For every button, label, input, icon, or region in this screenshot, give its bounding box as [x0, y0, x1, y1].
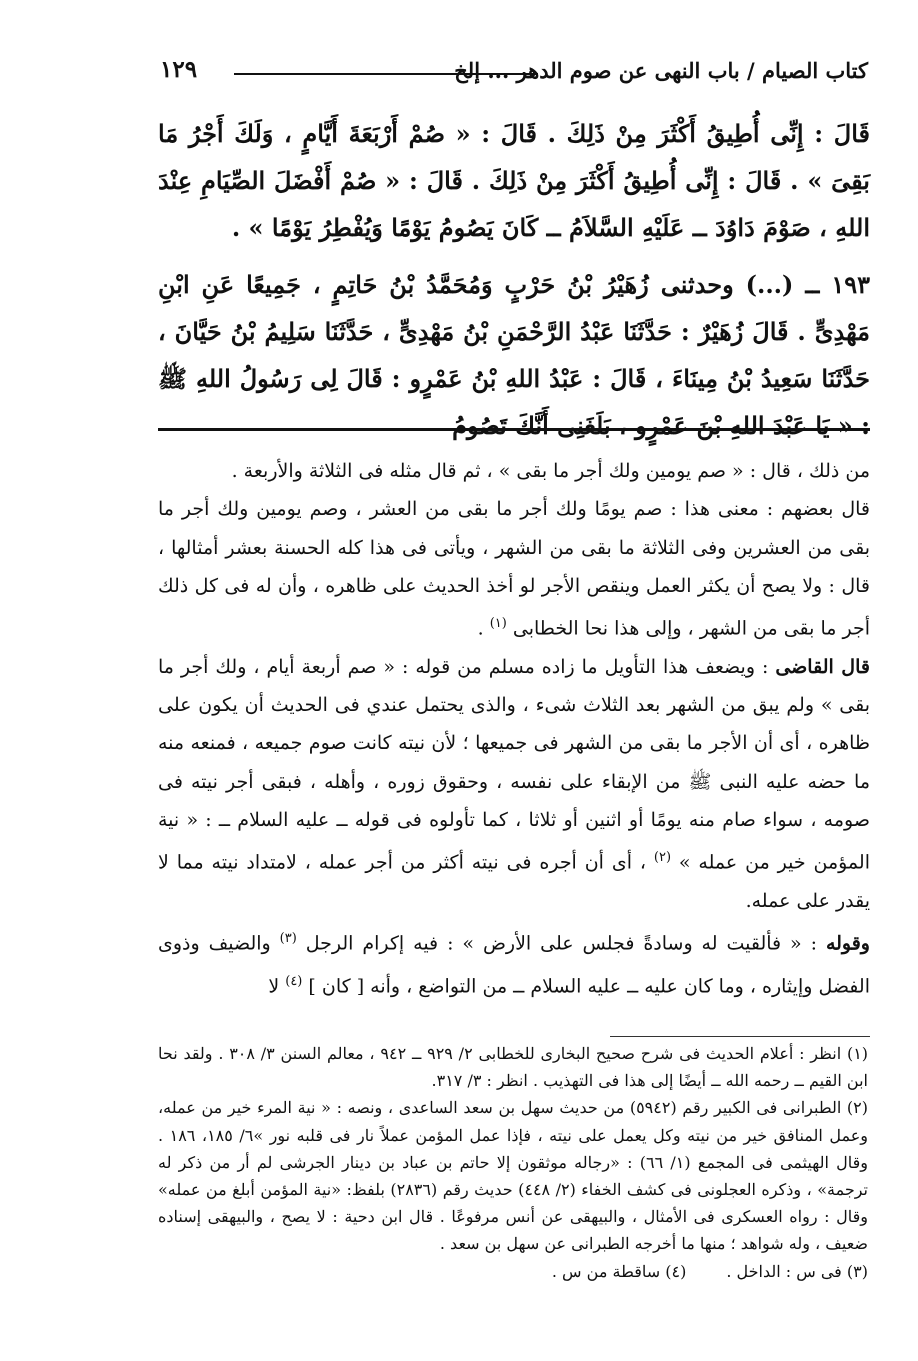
commentary-paragraph-3: [158, 648, 870, 920]
page-number: ١٢٩: [160, 56, 198, 83]
running-title: كتاب الصيام / باب النهى عن صوم الدهر ... إلخ: [454, 58, 868, 83]
footnote-ref-4[interactable]: (٤): [285, 973, 303, 989]
commentary-text: قال بعضهم : معنى هذا : صم يومًا ولك أجر ما بقى من العشر ، وصم يومين ولك أجر ما بقى من العشرين وفى الثلاثة ما بقى من الشهر ، ويأتى فى هذا كله الحسنة بعشر أمثالها ، قال : ولا يصح أن يكثر العمل وينقص الأجر لو أخذ الحديث على ظاهره ، وأن له فى كل ذلك أجر ما بقى من الشهر ، وإلى هذا نحا الخطابى: [158, 498, 870, 640]
commentary: [158, 452, 870, 1005]
commentary-text-end: .: [477, 617, 490, 640]
footnote-ref-2[interactable]: (٢): [653, 850, 672, 866]
hadith-text: [158, 110, 870, 449]
commentary-text: والضيف وذوى الفضل وإيثاره ، وما كان عليه ــ عليه السلام ــ من التواضع ، وأنه [ كان ]: [158, 932, 870, 998]
footnotes: [158, 1040, 868, 1285]
commentary-paragraph-2: [158, 490, 870, 648]
footnote-2: (٢) الطبرانى فى الكبير رقم (٥٩٤٢) من حديث سهل بن سعد الساعدى ، ونصه : « نية المرء خير من عمله، وعمل المنافق خير من نيته وكل يعمل على نيته ، فإذا عمل المؤمن عملاً نار فى قلبه نور »٦/ ١٨٥، ١٨٦ . وقال الهيثمى فى المجمع (١/ ٦٦) : «رجاله موثقون إلا حاتم بن عباد بن دينار الجرشى لم أر من ذكر له ترجمة» ، وذكره العجلونى فى كشف الخفاء (٢/ ٤٤٨) حديث رقم (٢٨٣٦) بلفظ: «نية المؤمن أبلغ من عمله» وقال : رواه العسكرى فى الأمثال ، والبيهقى عن أنس مرفوعًا . قال ابن دحية : لا يصح ، والبيهقى إسناده ضعيف ، وله شواهد ؛ منها ما أخرجه الطبرانى عن سهل بن سعد .: [158, 1098, 869, 1254]
commentary-text: : ويضعف هذا التأويل ما زاده مسلم من قوله : « صم أربعة أيام ، ولك أجر ما بقى » ولم يبق من الشهر بعد الثلاث شىء ، والذى يحتمل عندي فى الحديث أن يكون على ظاهره ، أى أن الأجر ما بقى من الشهر فى جميعها ؛ لأن نيته كانت صوم جميعه ، فمنعه منه ما حضه عليه النبى ﷺ من الإبقاء على نفسه ، وحقوق زوره ، وأهله ، فبقى أجر نيته فى صومه ، سواء صام منه يومًا أو اثنين أو ثلاثا ، كما تأولوه فى قوله ــ عليه السلام ــ : « نية المؤمن خير من عمله »: [158, 655, 870, 874]
footnote-separator: [610, 1036, 870, 1037]
hadith-paragraph-1: قَالَ : إِنِّى أُطِيقُ أَكْثَرَ مِنْ ذَلِكَ . قَالَ : « صُمْ أَرْبَعَةَ أَيَّامٍ ، وَلَكَ أَجْرُ مَا بَقِىَ » . قَالَ : إِنِّى أُطِيقُ أَكْثَرَ مِنْ ذَلِكَ . قَالَ : « صُمْ أَفْضَلَ الصِّيَامِ عِنْدَ اللهِ ، صَوْمَ دَاوُدَ ــ عَلَيْهِ السَّلاَمُ ــ كَانَ يَصُومُ يَوْمًا وَيُفْطِرُ يَوْمًا » .: [158, 119, 870, 242]
main-divider: [158, 428, 870, 431]
commentary-paragraph-1: من ذلك ، قال : « صم يومين ولك أجر ما بقى » ، ثم قال مثله فى الثلاثة والأربعة .: [231, 460, 870, 482]
commentary-text-end: لا: [268, 975, 286, 998]
footnote-ref-1[interactable]: (١): [489, 616, 507, 632]
footnote-1: (١) انظر : أعلام الحديث فى شرح صحيح البخارى للخطابى ٢/ ٩٢٩ ــ ٩٤٢ ، معالم السنن ٣/ ٣٠٨ . ولقد نحا ابن القيم ــ رحمه الله ــ أيضًا إلى هذا فى التهذيب . انظر : ٣/ ٣١٧.: [158, 1044, 869, 1091]
footnote-4: (٤) ساقطة من س .: [551, 1261, 687, 1281]
qadi-lead: قال القاضى: [775, 655, 870, 678]
footnotes-3-4: [158, 1258, 868, 1285]
page-header: [160, 58, 868, 92]
commentary-paragraph-4: [158, 920, 870, 1005]
commentary-text-end: ، أى أن أجره فى نيته أكثر من أجر عمله ، لامتداد نيته مما لا يقدر على عمله.: [158, 851, 870, 912]
header-rule: [234, 73, 538, 75]
hadith-paragraph-193: ١٩٣ ــ (...) وحدثنى زُهَيْرُ بْنُ حَرْبٍ وَمُحَمَّدُ بْنُ حَاتِمٍ ، جَمِيعًا عَنِ ابْنِ مَهْدِىٍّ . قَالَ زُهَيْرٌ : حَدَّثَنَا عَبْدُ الرَّحْمَنِ بْنُ مَهْدِىٍّ ، حَدَّثَنَا سَلِيمُ بْنُ حَيَّانَ ، حَدَّثَنَا سَعِيدُ بْنُ مِينَاءَ ، قَالَ : عَبْدُ اللهِ بْنُ عَمْرٍو : قَالَ لِى رَسُولُ اللهِ ﷺ : « يَا عَبْدَ اللهِ بْنَ عَمْرٍو ، بَلَغَنِى أَنَّكَ تَصُومُ: [158, 270, 870, 440]
footnote-ref-3[interactable]: (٣): [279, 931, 297, 947]
commentary-text: : « فألقيت له وسادةً فجلس على الأرض » : فيه إكرام الرجل: [305, 932, 826, 955]
qawluhu-lead: وقوله: [825, 932, 870, 955]
footnote-3: (٣) فى س : الداخل .: [726, 1261, 868, 1281]
